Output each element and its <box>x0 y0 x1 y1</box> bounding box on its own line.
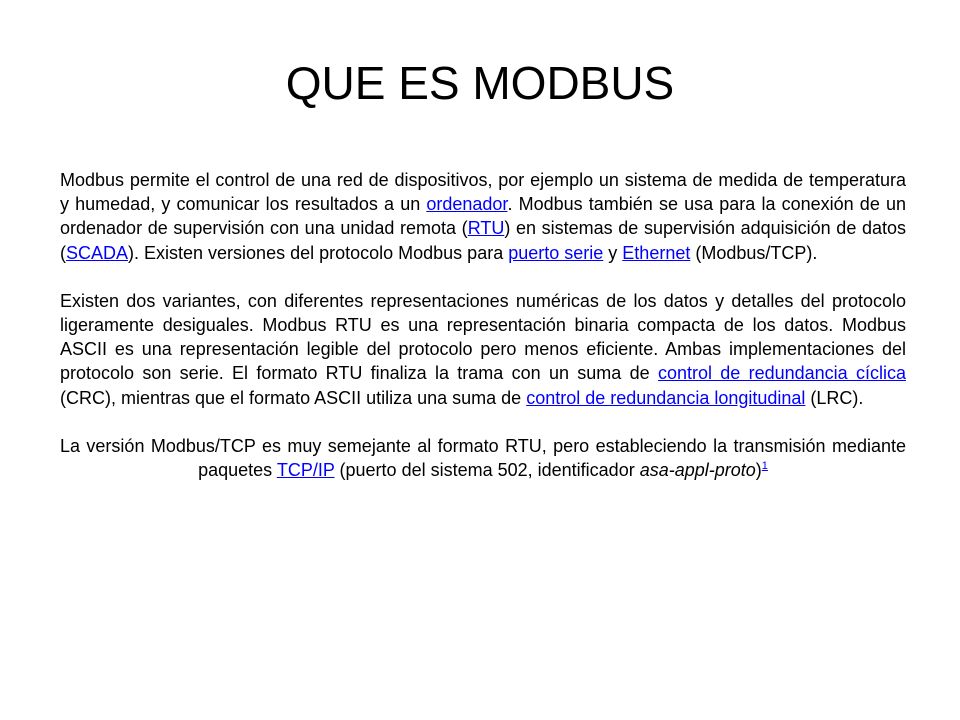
paragraph-3 <box>60 434 906 482</box>
paragraph-text: Modbus permite el control de una red de dispositivos, por ejemplo un sistema de medida de temperatura y humedad, y comunicar los resultados a un <box>60 170 906 215</box>
paragraph-text: y <box>603 242 623 263</box>
paragraph-text: ) en sistemas de supervisión adquisición de datos ( <box>60 218 906 263</box>
link-ethernet[interactable]: Ethernet <box>622 242 691 263</box>
link-crc[interactable]: control de redundancia cíclica <box>657 363 906 384</box>
link-ordenador[interactable]: ordenador <box>426 194 508 215</box>
footnote-ref-link[interactable]: 1 <box>761 460 768 473</box>
paragraph-text: (puerto del sistema 502, identificador <box>334 460 640 481</box>
link-puerto-serie[interactable]: puerto serie <box>508 242 604 263</box>
identifier-italic: asa-appl-proto <box>639 460 756 481</box>
paragraph-text: Existen dos variantes, con diferentes representaciones numéricas de los datos y detalles del protocolo ligeramente desiguales. Modbus RTU es una representación binaria compacta de los datos. Modbus ASCII es una representación legible del protocolo pero menos eficiente. Ambas implementaciones del protocolo son serie. El formato RTU finaliza la trama con un suma de <box>60 290 906 384</box>
paragraph-text: ) <box>755 460 762 481</box>
link-scada[interactable]: SCADA <box>66 242 129 263</box>
paragraph-text: . Modbus también se usa para la conexión de un ordenador de supervisión con una unidad remota ( <box>60 194 907 239</box>
paragraph-text: (LRC). <box>805 387 864 408</box>
paragraph-text: La versión Modbus/TCP es muy semejante al formato RTU, pero estableciendo la transmisión mediante paquetes <box>60 435 906 481</box>
paragraph-text: (CRC), mientras que el formato ASCII utiliza una suma de <box>60 387 527 408</box>
paragraph-2 <box>60 289 906 410</box>
link-tcp-ip[interactable]: TCP/IP <box>276 460 335 481</box>
paragraph-1 <box>60 168 906 265</box>
link-rtu[interactable]: RTU <box>467 218 505 239</box>
slide-body <box>60 168 906 506</box>
paragraph-text: (Modbus/TCP). <box>690 242 818 263</box>
link-lrc[interactable]: control de redundancia longitudinal <box>526 387 806 408</box>
paragraph-text: ). Existen versiones del protocolo Modbus para <box>128 242 509 263</box>
slide-title: QUE ES MODBUS <box>285 57 675 109</box>
